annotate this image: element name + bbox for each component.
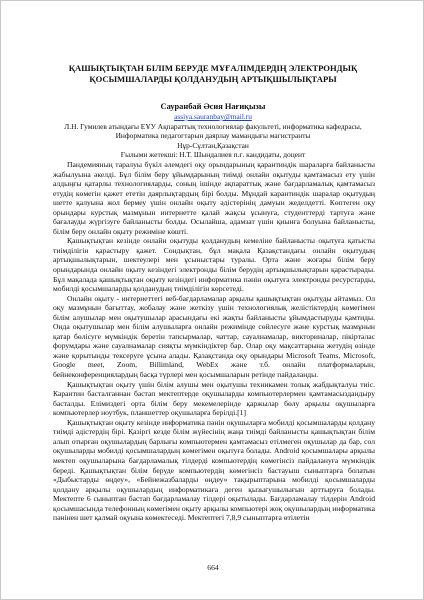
body-paragraph: Пандемияның таралуы бүкіл әлемдегі оқу орындарының қарантиндік шараларға байланысты жабылуына әкелді. Бұл білім беру ұйымдарының тиімді онлайн оқытуды қамтамасыз ету үшін алдыңғы қатарлы технологияларды, соның ішінде ақпараттық және бағдарламалық қамтамасыз етудің көмегін қажет ететін даярлықтардың бірі болды. Мұндай карантиндік шаралар оқытудың шетте қалуына жол бермеу үшін онлайн оқыту әдістерінің дамуын жеделдетті. Көптеген оқу орындары курстық мазмұнын интернетте қалай жақсы ұсынуға, студенттерді тартуға және бағалауды жүргізуге байланысты болды. Осылайша, адамзат үшін қиынға болуына байланысты, білім беру онлайн оқыту режиміне көшті. [53, 160, 375, 236]
page-number: 664 [207, 563, 219, 572]
affiliation-city: Нұр-Сұлтан,Қазақстан [177, 140, 249, 150]
article-title: ҚАШЫҚТЫҚТАН БІЛІМ БЕРУДЕ МҰҒАЛІМДЕРДІҢ ЭЛЕКТРОНДЫҚ ҚОСЫМШАЛАРДЫ ҚОЛДАНУДЫҢ АРТЫҚШЫЛЫҚТАРЫ [68, 63, 358, 84]
author-affiliation [53, 122, 373, 150]
body-paragraph: Қашықтықтан оқыту кезінде информатика пәнін оқушыларға мобилді қосымшаларды қолдану тиімді әдістердің бірі. Қазіргі кезде білім жүйесінің жаңа тиімді байланысты қашықтықтан білім алып отырған оқушылардың барлығы компьютермен қамтамасыз етілмеген оқушылар да бар, сол оқушыларды мобилді қосымшалардың көмегімен оқытуға болады. Android қосымшалары арқылы мектеп оқушыларына бағдарламалық тілдерді компьютердің көмегінсіз пайдалануға мүмкіндік береді. Қашықтықтан білім беруде компьютердің көмегінсіз бастауыш сыныптарға болатын «Дыбыстарды өңдеу», «Бейнежазбаларды өңдеу» тақырыптарына мобилді қосымшаларды қолдану арқылы оқушылардың информатикаға деген қызығушылығын арттыруға болады. Мектепте 6 сыныптан бастап бағдарламалау тілдері оқытылады. Бағдарламалау тілдерін Android қосымшасында телефонның көмегімен оқыту арқылы компьютері жоқ оқушылардың информатика пәнінен шет қалмай оқуына көмектеседі. Мектептегі 7,8,9 сыныптарға өтілетін [53, 417, 375, 523]
author-name: Сауранбай Әсия Нағиқызы [160, 102, 266, 111]
author-email-link[interactable]: assiya.sauranbay@mail.ru [174, 112, 252, 121]
scientific-supervisor: Ғылыми жетекші: Н.Т. Шындалиев п.ғ. кандидаты, доцент [120, 150, 306, 159]
body-paragraph: Қашықтықтан оқыту үшін білім алушы мен оқытушы техникамен толық жабдықталуы тиіс. Карантин басталғаннан бастап мектептерде оқушыларды компьютерлермен қамтамасыздандыру басталды. Елімиздегі орта білім беру мекемелерінде қаржылар бөлу арқылы оқушыларға компьютерлер ноутбук, планшеттер оқушыларға берілді.[1] [53, 379, 375, 418]
body-paragraph: Онлайн оқыту - интернеттегі веб-бағдарламалар арқылы қашықтықтан оқытуды айтамыз. Ол оқу мазмұнын бағыттау, жобалау және жеткізу үшін технологиялық желістіктердің көмегімен білім алушылар мен оқытушылар арасындағы екі жақты байланысты ұйымдастыруды қамтиды. Онда оқытушылар мен білім алушыларға онлайн режимінде сөйлесуге және курстық мазмұнын қатар бөлісуге мүмкіндік беретін тапсырмалар, чаттар, сауалнамалар, викториналар, пікірталас форумдары және сауалнамалар сияқты мүмкіндіктер бар. Олар оқу мақсаттарына жетудің өзінде және қорытынды тексеруге ұсына алады. Қазақстанда оқу орындары Microsoft Teams, Microsoft, Google meet, Zoom, Billimland, WebEx және т.б. онлайн платформаларын, бейнеконференциялардың басқа түрлері мен қосымшаларын ретінде пайдаланды. [53, 293, 375, 380]
affiliation-text: Л.Н. Гумилев атындағы ЕҰУ Ақпараттық технологиялар факультеті, информатика кафедрасы, Информатика педагогтарын даярлау мамандығы магистранты [64, 122, 362, 141]
body-paragraph: Қашықтықтан кезінде онлайн оқытуды қолданудың кемеліне байланысты оқытуға қатысты тиімділігін қарастыру қажет. Сондықтан, бұл мақала Қазақстандағы онлайн оқытудың артықшылықтарын, шектеулері мен ұсыныстары туралы. Орта және жоғары білім беру орындарында онлайн оқыту кезіндегі электронды білім берудің артықшылықтарын қарастырады. Бұл мақалада қашықтықтан оқыту кезіндегі информатика пәнін оқытуға электронды ресурстарды, мобилді қосымшаларды қолданудың тиімділігін көрсетеді. [53, 236, 375, 294]
article-body [53, 160, 375, 523]
